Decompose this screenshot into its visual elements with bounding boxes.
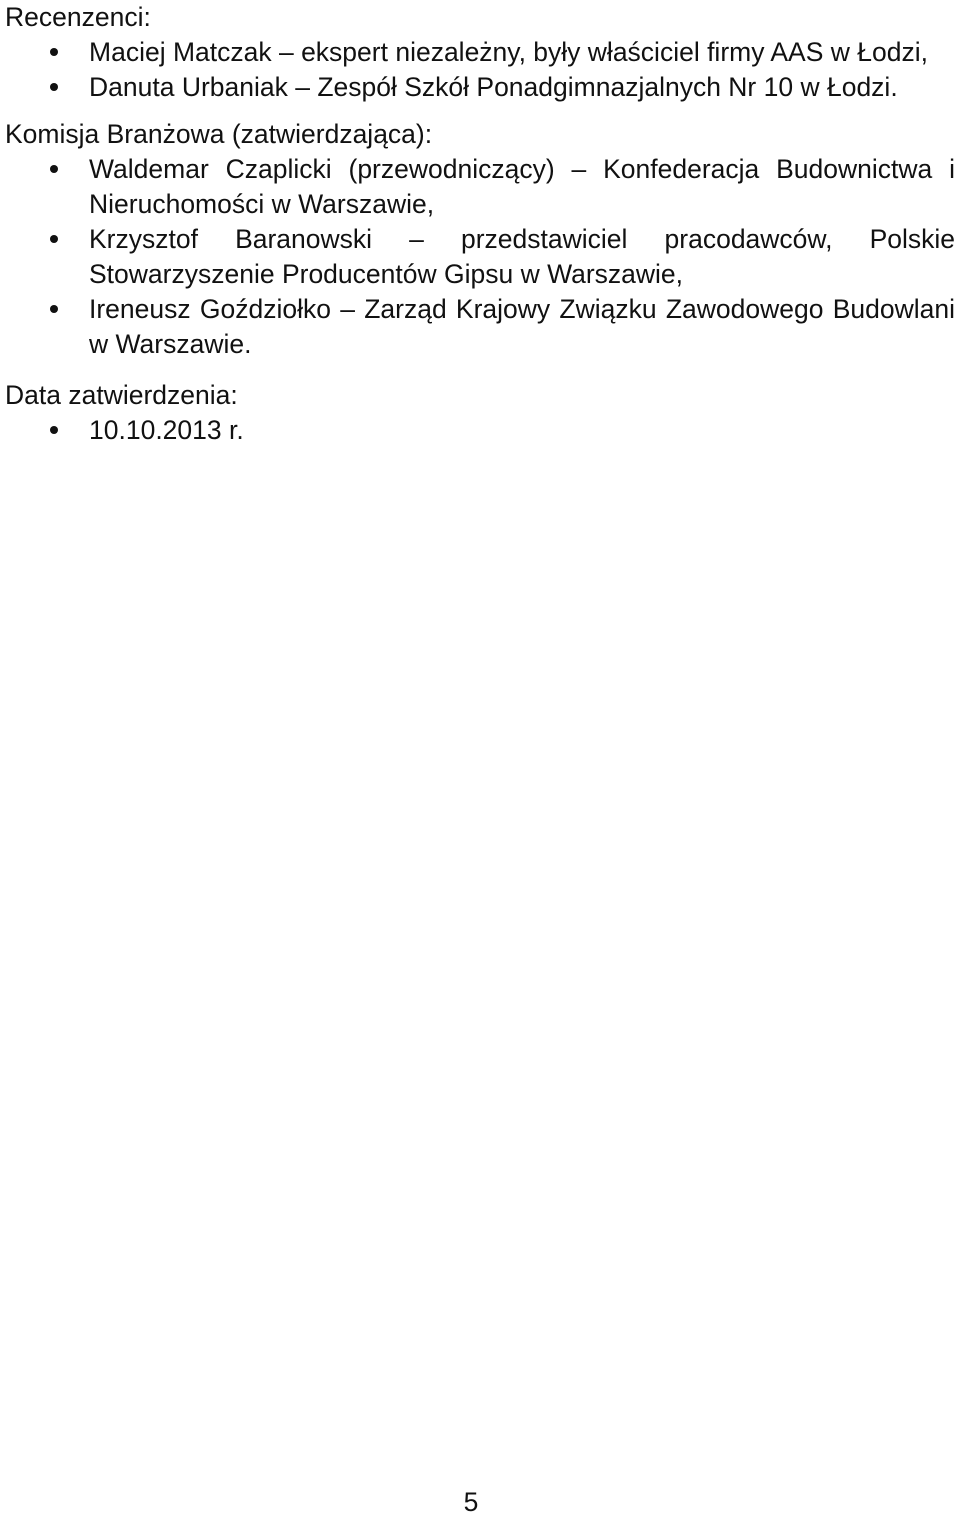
list-item [5,35,955,70]
document-body [5,0,955,448]
bullet-icon [50,426,58,434]
committee-member-text: Waldemar Czaplicki (przewodniczący) – Konfederacja Budownictwa i Nieruchomości w Warszawie, [89,154,955,219]
approval-date: 10.10.2013 r. [89,415,244,445]
list-item [5,292,955,362]
approval-heading: Data zatwierdzenia: [5,380,238,410]
committee-member-text: Krzysztof Baranowski – przedstawiciel pracodawców, Polskie Stowarzyszenie Producentów Gipsu w Warszawie, [89,224,955,289]
bullet-icon [50,165,58,173]
bullet-icon [50,235,58,243]
bullet-icon [50,48,58,56]
reviewer-text: Danuta Urbaniak – Zespół Szkół Ponadgimnazjalnych Nr 10 w Łodzi. [89,72,898,102]
approval-list [5,413,955,448]
reviewers-list [5,35,955,105]
list-item [5,413,955,448]
committee-section [5,117,955,362]
committee-heading: Komisja Branżowa (zatwierdzająca): [5,119,433,149]
bullet-icon [50,83,58,91]
committee-list [5,152,955,362]
reviewer-text: Maciej Matczak – ekspert niezależny, były właściciel firmy AAS w Łodzi, [89,37,928,67]
list-item [5,70,955,105]
reviewers-section [5,0,955,105]
reviewers-heading: Recenzenci: [5,2,151,32]
list-item [5,152,955,222]
list-item [5,222,955,292]
committee-member-text: Ireneusz Goździołko – Zarząd Krajowy Związku Zawodowego Budowlani w Warszawie. [89,294,955,359]
bullet-icon [50,305,58,313]
approval-section [5,378,955,448]
page-number: 5 [463,1487,479,1517]
